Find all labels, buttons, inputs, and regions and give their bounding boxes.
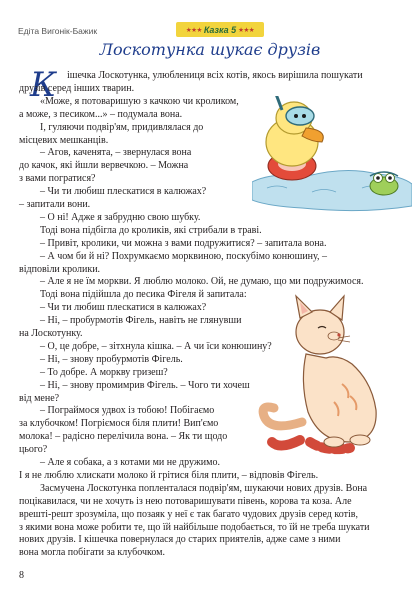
text-line: від мене? <box>19 392 60 404</box>
text-line: ішечка Лоскотунка, улюблениця всіх котів, якось вирішила пошукати <box>67 70 363 81</box>
running-header-author: Едіта Вигонік-Бажик <box>18 26 98 36</box>
text-line: – Чи ти любиш плескатися в калюжах? <box>40 302 207 314</box>
text-line: «Може, я потоваришую з качкою чи кроликом, <box>40 95 239 107</box>
text-line: цього? <box>19 444 48 456</box>
text-line: з якими вона може робити те, що їй найбільше подобається, то їй не треба шукати <box>19 521 370 533</box>
text-line: а може, з песиком...» – подумала вона. <box>19 108 183 120</box>
text-line: – О ні! Адже я забрудню свою шубку. <box>40 211 201 223</box>
text-line: – О, це добре, – зітхнула кішка. – А чи їси конюшину? <box>40 340 272 352</box>
text-line: Тоді вона підбігла до кроликів, які стрибали в траві. <box>40 224 262 236</box>
text-line: – Пограймося удвох із тобою! Побігаємо <box>40 405 215 417</box>
text-line: – То добре. А моркву гризеш? <box>40 366 168 378</box>
text-line: Засмучена Лоскотунка попленталася подвір'ям, шукаючи нових друзів. Вона <box>40 482 368 494</box>
chapter-badge <box>176 22 264 37</box>
chapter-label: Казка 5 <box>203 24 237 35</box>
star-icons-right: ★★★ <box>238 26 255 34</box>
star-icons-left: ★★★ <box>185 26 202 34</box>
text-line: до качок, які йшли вервечкою. – Можна <box>19 160 189 172</box>
text-line: – А чом би й ні? Похрумкаємо морквиною, поскубімо конюшину, – <box>40 250 328 262</box>
duckling-frog-illustration <box>252 96 412 214</box>
text-line: І я не люблю хлискати молоко й грітися біля плити, – відповів Фігель. <box>19 469 319 481</box>
story-title: Лоскотунка шукає друзів <box>99 40 321 59</box>
text-line: друзів серед інших тварин. <box>19 82 135 94</box>
text-line: місцевих мешканців. <box>19 134 109 146</box>
text-line: – Привіт, кролики, чи можна з вами подружитися? – запитала вона. <box>40 237 327 249</box>
text-line: – Ні, – знову пробурмотів Фігель. <box>40 353 183 365</box>
text-line: врешті-решт зрозуміла, що позаяк у неї є так багато чудових друзів серед котів, <box>19 508 358 520</box>
page-number: 8 <box>19 570 24 581</box>
text-line: – Але я собака, а з котами ми не дружимо. <box>40 457 220 468</box>
text-line: Тоді вона підійшла до песика Фігеля й запитала: <box>40 289 247 301</box>
text-line: – Ні, – пробурмотів Фігель, навіть не глянувши <box>40 315 242 327</box>
text-line: – Чи ти любиш плескатися в калюжах? <box>40 186 207 198</box>
text-line: – Ні, – знову промимрив Фігель. – Чого ти хочеш <box>40 379 250 391</box>
text-line: – Але я не їм моркви. Я люблю молоко. Ой, не думаю, що ми подружимося. <box>40 276 364 288</box>
text-line: – запитали вони. <box>19 199 91 210</box>
text-line: вона могла побігати за клубочком. <box>19 547 165 559</box>
text-line: молока! – радісно перелічила вона. – Як ти щодо <box>19 431 228 443</box>
text-line: на Лоскотунку. <box>19 328 83 339</box>
cat-illustration <box>250 292 400 458</box>
text-line: поцікавилася, чи не хочуть із нею потоваришувати півень, корова та коза. Але <box>19 495 352 507</box>
drop-cap-letter: К <box>30 65 57 105</box>
text-line: – Агов, каченята, – звернулася вона <box>40 147 192 159</box>
text-line: відповіли кролики. <box>19 263 101 275</box>
text-line: І, гуляючи подвір'ям, придивлялася до <box>40 121 204 133</box>
text-line: за клубочком! Погріємося біля плити! Вип'ємо <box>19 418 219 430</box>
text-line: нових друзів. І кішечка повернулася до старих приятелів, адже саме з ними <box>19 534 341 546</box>
text-line: з вами погратися? <box>19 173 96 185</box>
